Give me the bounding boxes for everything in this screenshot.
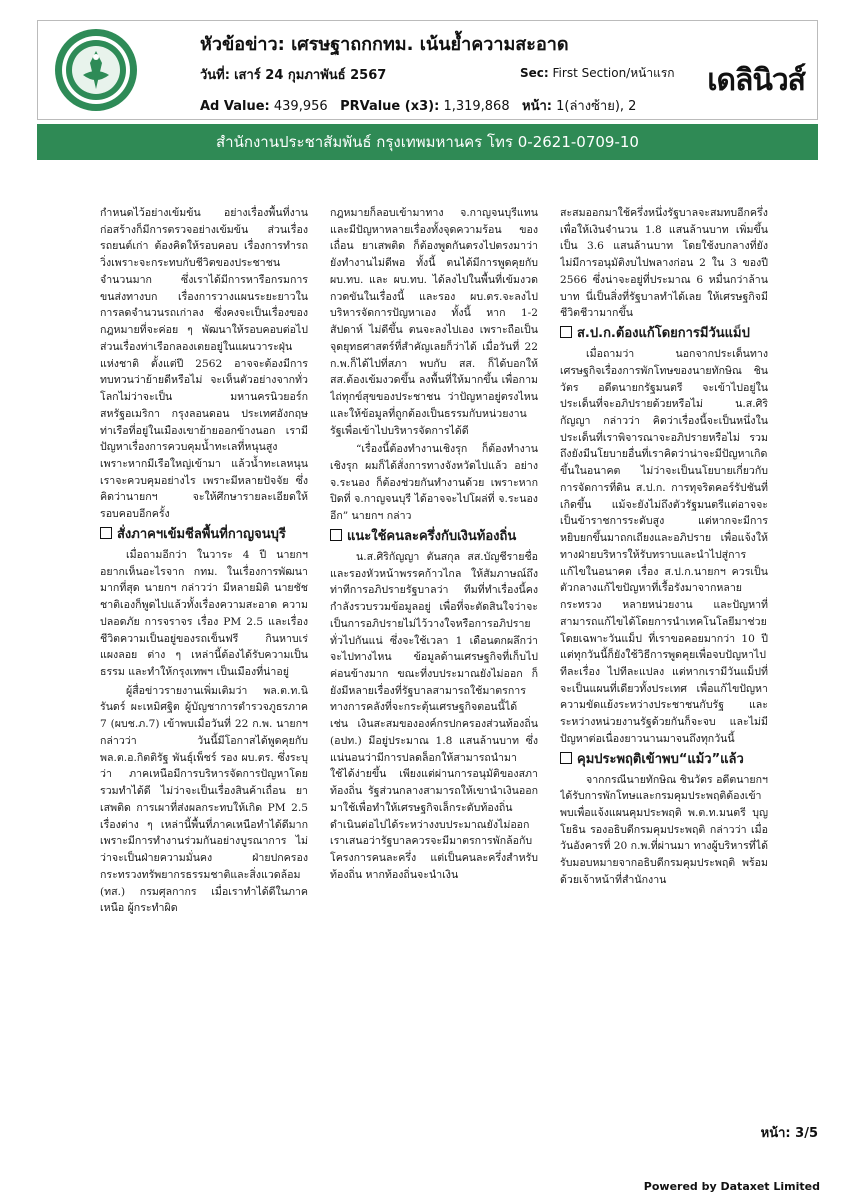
checkbox-square-icon [560, 752, 572, 764]
date-row [200, 64, 697, 85]
subheading [330, 529, 538, 546]
page-number: หน้า: 3/5 [760, 1126, 818, 1141]
ad-value-label: Ad Value: [200, 99, 270, 114]
subheading-text: ส.ป.ก.ต้องแก้โดยการมีวันแม็ป [577, 326, 750, 342]
publication-logo: เดลินิวส์ [707, 63, 805, 98]
clipping-header [37, 20, 818, 120]
checkbox-square-icon [330, 529, 342, 541]
office-banner: สำนักงานประชาสัมพันธ์ กรุงเทพมหานคร โทร 0-2621-0709-10 [37, 124, 818, 160]
article-body [100, 205, 770, 1120]
date: เสาร์ 24 กุมภาพันธ์ 2567 [234, 68, 387, 83]
bangkok-seal-icon [53, 27, 139, 113]
article-column-3 [560, 205, 768, 1120]
article-paragraph: ผู้สื่อข่าวรายงานเพิ่มเติมว่า พล.ต.ท.นิรันดร์ ผะเหมิศฐิต ผู้บัญชาการตำรวจภูธรภาค 7 (ผบช.ภ.7) เข้าพบเมื่อวันที่ 22 ก.พ. นายกฯ กล่าวว่า วันนี้มีโอกาสได้พูดคุยกับ พล.ต.อ.กิตติรัฐ พันธุ์เพ็ชร์ รอง ผบ.ตร. ซึ่งระบุว่า ภาคเหนือมีการบริหารจัดการปัญหาโดยรวมทำได้ดี ไม่ว่าจะเป็นเรื่องสินค้าเถื่อน ยาเสพติด การเผาที่ส่งผลกระทบให้เกิด PM 2.5 เรื่องต่าง ๆ เหล่านี้พื้นที่ภาคเหนือทำได้ดีมาก เพราะมีการทำงานร่วมกันอย่างบูรณาการ ไม่ว่าจะเป็นฝ่ายความมั่นคง ฝ่ายปกครอง กระทรวงทรัพยากรธรรมชาติและสิ่งแวดล้อม (ทส.) กรมศุลกากร เมื่อเราทำได้ดีในภาคเหนือ ผู้กระทำผิด [100, 684, 308, 915]
page-label: หน้า: [522, 99, 552, 114]
subheading [560, 326, 768, 343]
subheading [560, 752, 768, 769]
article-paragraph: จากกรณีนายทักษิณ ชินวัตร อดีตนายกฯ ได้รับการพักโทษและกรมคุมประพฤติต้องเข้าพบเพื่อแจ้งแผนคุมประพฤติ พ.ต.ท.มนตรี บุญโยธิน รองอธิบดีกรมคุมประพฤติ กล่าวว่า เมื่อวันอังคารที่ 20 ก.พ.ที่ผ่านมา ทางผู้บริหารที่ได้รับมอบหมายจากอธิบดีกรมคุมประพฤติ พร้อมด้วยเจ้าหน้าที่สำนักงาน [560, 773, 768, 886]
subheading-text: แนะใช้คนละครึ่งกับเงินท้องถิ่น [347, 528, 517, 544]
headline-line [200, 29, 697, 58]
article-paragraph: สะสมออกมาใช้ครึ่งหนึ่งรัฐบาลจะสมทบอีกครึ่ง เพื่อให้เงินจำนวน 1.8 แสนล้านบาท เพิ่มขึ้นเป็น 3.6 แสนล้านบาท โดยใช้งบกลางที่ยังไม่มีการอนุมัติงบไปพลางก่อน 2 ใน 3 ของปี 2566 ซึ่งน่าจะอยู่ที่ประมาณ 6 หมื่นกว่าล้านบาท นี่เป็นสิ่งที่รัฐบาลทำได้เลย ให้เศรษฐกิจมีชีวิตชีวามากขึ้น [560, 207, 768, 320]
section: First Section/หน้าแรก [552, 66, 675, 80]
article-column-2 [330, 205, 538, 1120]
headline-label: หัวข้อข่าว: [200, 34, 285, 55]
date-label: วันที่: [200, 68, 230, 83]
headline: เศรษฐาถกกทม. เน้นย้ำความสะอาด [291, 34, 569, 55]
article-paragraph: เมื่อถามอีกว่า ในวาระ 4 ปี นายกฯ อยากเห็นอะไรจาก กทม. ในเรื่องการพัฒนามากที่สุด นายกฯ กล่าวว่า มีหลายมิติ นายชัชชาติเองก็พูดไปแล้วทั้งเรื่องความสะอาด ความปลอดภัย การจราจร เรื่อง PM 2.5 และเรื่องชีวิตความเป็นอยู่ของรถเข็นฟรี กินหาบเร่แผงลอย ต่าง ๆ เหล่านี้ต้องได้รับความเป็นธรรม และทำให้กรุงเทพฯ เป็นเมืองที่น่าอยู่ [100, 548, 308, 678]
article-column-1 [100, 205, 308, 1120]
ad-value: 439,956 [273, 99, 328, 114]
pr-value-label: PRValue (x3): [340, 99, 440, 114]
checkbox-square-icon [560, 326, 572, 338]
pr-value: 1,319,868 [443, 99, 510, 114]
subheading [100, 527, 308, 544]
footer-credit: Powered by Dataxet Limited [643, 1180, 820, 1193]
page-ref: 1(ล่างซ้าย), 2 [556, 99, 637, 114]
checkbox-square-icon [100, 527, 112, 539]
article-paragraph: เมื่อถามว่า นอกจากประเด็นทางเศรษฐกิจเรื่องการพักโทษของนายทักษิณ ชินวัตร อดีตนายกรัฐมนตรี จะเข้าไปอยู่ในประเด็นที่จะอภิปรายด้วยหรือไม่ น.ส.ศิริกัญญา กล่าวว่า คิดว่าเรื่องนี้จะเป็นหนึ่งในประเด็นที่เราพิจารณาจะอภิปรายหรือไม่ รวมถึงยังมีนโยบายอื่นที่เราคิดว่าน่าจะมีปัญหาเกิดขึ้นในอนาคต ไม่ว่าจะเป็นนโยบายเกี่ยวกับการจัดการที่ดิน ส.ป.ก. การทุจริตคอร์รัปชันที่เกิดขึ้น แม้จะยังไม่ถึงตัวรัฐมนตรีแต่อาจจะเป็นข้าราชการระดับสูง แต่หากจะมีการหยิบยกขึ้นมาถกเถียงและอภิปราย เพื่อแจ้งให้ทางฝ่ายบริหารให้รับทราบและนำไปสู่การแก้ไขในอนาคต เรื่อง ส.ป.ก.นายกฯ ควรเป็นตัวกลางแก้ไขปัญหาที่เรื้อรังมาจากหลายกระทรวง หลายหน่วยงาน และปัญหาที่สามารถแก้ไขได้โดยการนำเทคโนโลยีมาช่วย โดยเฉพาะวันแม็ป ที่เราขอคอยมากว่า 10 ปี แต่ทุกวันนี้ก็ยังใช้วิธีการพูดคุยเพื่อจบปัญหาไปทีละเรื่อง ไปทีละแปลง แต่หากเรามีวันแม็ปที่จะเป็นแผนที่เดียวทั้งประเทศ เพื่อแก้ไขปัญหาความขัดแย้งระหว่างประชาชนกับรัฐ และระหว่างหน่วยงานรัฐด้วยกันก็จะจบ และไม่มีปัญหาต่อเนื่องยาวนานมาจนถึงทุกวันนี้ [560, 348, 768, 745]
section-info [520, 64, 675, 83]
article-paragraph: น.ส.ศิริกัญญา ตันสกุล สส.บัญชีรายชื่อ และรองหัวหน้าพรรคก้าวไกล ให้สัมภาษณ์ถึงท่าทีการอภิปรายรัฐบาลว่า ทีมที่ทำเรื่องนี้คงกำลังรวบรวมข้อมูลอยู่ เพื่อที่จะตัดสินใจว่าจะเป็นการอภิปรายไม่ไว้วางใจหรือการอภิปรายทั่วไปกันแน่ ซึ่งจะใช้เวลา 1 เดือนตกผลึกว่าจะไปทางไหน ข้อมูลด้านเศรษฐกิจที่เก็บไปค่อนข้างมาก ขณะที่งบประมาณยังไม่ออก ก็ยังมีหลายเรื่องที่รัฐบาลสามารถใช้มาตรการทางการคลังที่จะกระตุ้นเศรษฐกิจตอนนี้ได้ เช่น เงินสะสมขององค์กรปกครองส่วนท้องถิ่น (อปท.) มีอยู่ประมาณ 1.8 แสนล้านบาท ซึ่งแน่นอนว่ามีการปลดล็อกให้สามารถนำมาใช้ได้ง่ายขึ้น เพียงแต่ผ่านการอนุมัติของสภาท้องถิ่น รัฐส่วนกลางสามารถให้เขานำเงินออกมาใช้เพื่อทำให้เศรษฐกิจเล็กระดับท้องถิ่นดำเนินต่อไปได้ระหว่างงบประมาณยังไม่ออก เราเสนอว่ารัฐบาลควรจะมีมาตรการพักล้อกับโครงการคนละครึ่ง แต่เป็นคนละครึ่งสำหรับท้องถิ่น หากท้องถิ่นจะนำเงิน [330, 550, 538, 881]
article-paragraph: กฎหมายก็ลอบเข้ามาทาง จ.กาญจนบุรีแทน และมีปัญหาหลายเรื่องทั้งจุดความร้อน ของเถื่อน ยาเสพติด ก็ต้องพูดกันตรงไปตรงมาว่า ยังทำงานไม่ดีพอ ทั้งนี้ ตนได้มีการพูดคุยกับ ผบ.ทบ. และ ผบ.ทบ. ได้ลงไปในพื้นที่เข้มงวดกวดขันในเรื่องนี้ และรอง ผบ.ตร.จะลงไปบริหารจัดการปัญหาเอง ทั้งนี้ หาก 1-2 สัปดาห์ ไม่ดีขึ้น ตนจะลงไปเอง เพราะถือเป็นจุดยุทธศาสตร์ที่สำคัญเลยก็ว่าได้ เมื่อวันที่ 22 ก.พ.ก็ได้ไปที่สภา พบกับ สส. ก็ได้บอกให้ สส.ต้องเข้มงวดขึ้น ลงพื้นที่ให้มากขึ้น เพื่อกามไถ่ทุกข์สุขของประชาชน ว่าปัญหาอยู่ตรงไหน และให้ข้อมูลที่ถูกต้องเป็นธรรมกับหน่วยงานรัฐเพื่อเข้าไปบริหารจัดการได้ดี [330, 207, 538, 437]
article-paragraph: กำหนดไว้อย่างเข้มข้น อย่างเรื่องพื้นที่งานก่อสร้างก็มีการตรวจอย่างเข้มข้น ส่วนเรื่องรถยนต์เก่า ต้องคิดให้รอบคอบ เรื่องการทำรถวิ่งเพราะจะกระทบกับชีวิตของประชาชนจำนวนมาก ซึ่งเราได้มีการหารือกรมการขนส่งทางบก เรื่องการวางแผนระยะยาวในการลดจำนวนรถเก่าลง ซึ่งคงจะเป็นเรื่องของกฎหมายที่จะค่อย ๆ พัฒนาให้รอบคอบต่อไป ส่วนเรื่องท่าเรือกลองเตยอยู่ในแผนวาระฝุ่นแห่งชาติ ตั้งแต่ปี 2562 อาจจะต้องมีการทบทวนว่าย้ายดีหรือไม่ จะเห็นตัวอย่างจากทั่วโลกไม่ว่าจะเป็น มหานครนิวยอร์ก สหรัฐอเมริกา กรุงลอนดอน ประเทศอังกฤษ ท่าเรือที่อยู่ในเมืองเขาย้ายออกข้างนอก เรามีปัญหาเรื่องการควบคุมน้ำทะเลที่หนุนสูง เพราะหากมีเรือใหญ่เข้ามา แล้วน้ำทะเลหนุน เราจะควบคุมอย่างไร เพราะมีหลายปัจจัย ซึ่งคิดว่านายกฯ จะให้ศึกษารายละเอียดให้รอบคอบอีกครั้ง [100, 207, 308, 521]
section-label: Sec: [520, 66, 549, 80]
subheading-text: สั่งภาคฯเข้มชีลพื้นที่กาญจนบุรี [117, 526, 286, 542]
article-paragraph: “เรื่องนี้ต้องทำงานเชิงรุก ก็ต้องทำงานเชิงรุก ผมก็ได้สั่งการทางจังหวัดไปแล้ว อย่าง จ.ระนอง ก็ต้องช่วยกันทำงานด้วย เพราะหากปิดที่ จ.กาญจนบุรี ได้อาจจะไปโผล่ที่ จ.ระนองอีก” นายกฯ กล่าว [330, 443, 538, 523]
value-row [200, 95, 697, 116]
subheading-text: คุมประพฤติเข้าพบ“แม้ว”แล้ว [577, 751, 744, 767]
